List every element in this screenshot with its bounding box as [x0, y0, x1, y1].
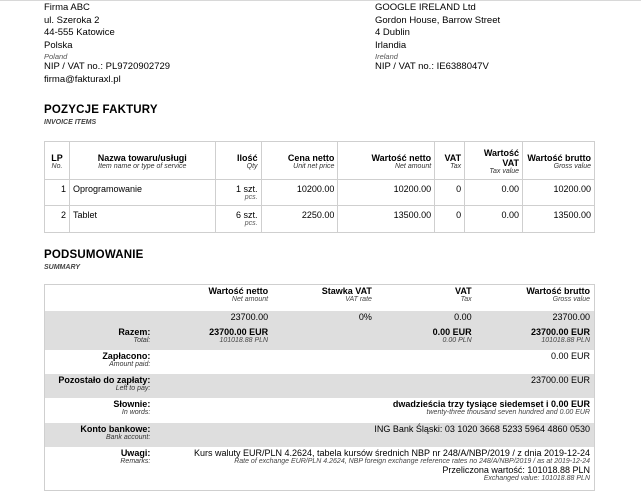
seller-country-en: Poland: [44, 52, 68, 61]
col-vat: VAT Tax: [435, 142, 465, 180]
seller-block: [44, 2, 170, 86]
cell-qty: 6 szt. pcs.: [215, 206, 261, 233]
total-gross: 23700.00 EUR 101018.88 PLN: [476, 326, 595, 350]
remarks-label: Uwagi: Remarks:: [120, 447, 151, 465]
table-row: [45, 180, 595, 206]
buyer-city: 4 Dublin: [375, 27, 410, 38]
seller-country: Polska: [44, 39, 73, 51]
items-table: [44, 141, 595, 233]
bank-value: ING Bank Śląski: 03 1020 3668 5233 5964 4860 0530: [154, 423, 594, 447]
cell-name: Oprogramowanie: [69, 180, 215, 206]
summary-bank-row: [45, 423, 595, 447]
summary-subtitle: SUMMARY: [44, 264, 81, 271]
words-value: dwadzieścia trzy tysiące siedemset i 0.00 EUR twenty-three thousand seven hundred and 0.00 EUR: [392, 398, 590, 416]
items-header-row: [45, 142, 595, 180]
summary-words-row: [45, 398, 595, 423]
col-gross: Wartość brutto Gross value: [523, 142, 595, 180]
cell-gross: 10200.00: [523, 180, 595, 206]
left-value: 23700.00 EUR: [154, 374, 594, 398]
buyer-country-en: Ireland: [375, 52, 398, 61]
cell-qty: 1 szt. pcs.: [215, 180, 261, 206]
left-label: Pozostało do zapłaty: Left to pay:: [45, 374, 155, 398]
seller-name: Firma ABC: [44, 2, 90, 13]
cell-gross: 13500.00: [523, 206, 595, 233]
buyer-street: Gordon House, Barrow Street: [375, 14, 501, 26]
summary-remarks-row: [45, 447, 595, 491]
cell-vat: 0: [435, 206, 465, 233]
cell-lp: 1: [45, 180, 70, 206]
col-net: Wartość netto Net amount: [338, 142, 435, 180]
bank-label: Konto bankowe: Bank account:: [45, 423, 155, 447]
rate-net: 23700.00: [154, 311, 272, 326]
sum-col-rate: Stawka VAT VAT rate: [321, 286, 372, 303]
cell-price: 2250.00: [261, 206, 338, 233]
summary-table: [44, 284, 595, 491]
items-title: POZYCJE FAKTURY: [44, 104, 158, 116]
remarks-value: Kurs waluty EUR/PLN 4.2624, tabela kursów średnich NBP nr 248/A/NBP/2019 / z dnia 2019-12-24 Rate of exchange EUR/PLN 4.2624, NBP foreign exchange reference rates no 248/A/NBP/2019 / as at 2019-12-24 Przeliczona wartość: 101018.88 PLN Exchanged value: 101018.88 PLN: [193, 447, 590, 482]
sum-col-vat: VAT Tax: [455, 286, 472, 303]
total-net: 23700.00 EUR 101018.88 PLN: [154, 326, 272, 350]
words-label: Słownie: In words:: [113, 398, 151, 416]
cell-net: 13500.00: [338, 206, 435, 233]
seller-email: firma@fakturaxl.pl: [44, 73, 121, 85]
cell-name: Tablet: [69, 206, 215, 233]
col-qty: Ilość Qty: [215, 142, 261, 180]
cell-net: 10200.00: [338, 180, 435, 206]
sum-col-net: Wartość netto Net amount: [208, 286, 269, 303]
sum-col-gross: Wartość brutto Gross value: [526, 286, 590, 303]
buyer-name: GOOGLE IRELAND Ltd: [375, 2, 476, 13]
seller-nip: NIP / VAT no.: PL9720902729: [44, 61, 171, 72]
col-name: Nazwa towaru/usługi Item name or type of service: [69, 142, 215, 180]
paid-value: 0.00 EUR: [550, 350, 590, 361]
items-subtitle: INVOICE ITEMS: [44, 119, 97, 126]
cell-vat: 0: [435, 180, 465, 206]
col-price: Cena netto Unit net price: [261, 142, 338, 180]
buyer-block: [375, 2, 500, 74]
cell-price: 10200.00: [261, 180, 338, 206]
col-vatval: Wartość VAT Tax value: [465, 142, 523, 180]
rate-rate: 0%: [272, 311, 376, 326]
summary-paid-row: [45, 350, 595, 374]
summary-header-row: [45, 285, 595, 311]
total-label: Razem: Total:: [45, 326, 155, 350]
col-lp: LP No.: [45, 142, 70, 180]
rate-gross: 23700.00: [476, 311, 595, 326]
summary-total-row: [45, 326, 595, 350]
cell-vatval: 0.00: [465, 206, 523, 233]
summary-rate-row: [45, 311, 595, 326]
table-row: [45, 206, 595, 233]
paid-label: Zapłacono: Amount paid:: [102, 350, 151, 368]
total-vat: 0.00 EUR 0.00 PLN: [376, 326, 476, 350]
top-divider: [0, 0, 641, 1]
summary-left-row: [45, 374, 595, 398]
cell-vatval: 0.00: [465, 180, 523, 206]
buyer-nip: NIP / VAT no.: IE6388047V: [375, 61, 489, 72]
buyer-country: Irlandia: [375, 39, 407, 51]
seller-street: ul. Szeroka 2: [44, 14, 100, 26]
summary-title: PODSUMOWANIE: [44, 249, 144, 261]
rate-vat: 0.00: [376, 311, 476, 326]
cell-lp: 2: [45, 206, 70, 233]
seller-city: 44-555 Katowice: [44, 27, 115, 38]
